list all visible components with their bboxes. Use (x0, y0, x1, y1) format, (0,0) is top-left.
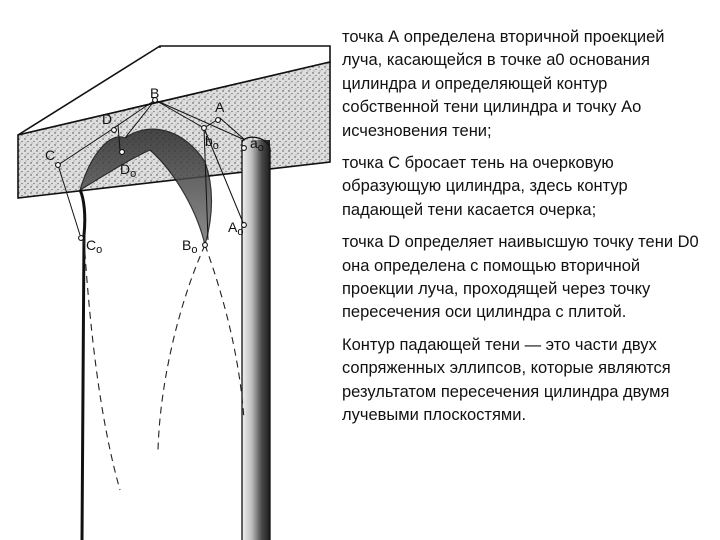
label-b: B (150, 85, 160, 101)
point-c0 (79, 236, 84, 241)
point-c (56, 163, 61, 168)
label-b0: $B_o$ (182, 237, 198, 256)
shadow-construction-figure (0, 0, 340, 540)
label-a: A (215, 99, 225, 115)
description-text (342, 26, 706, 437)
label-c0: $C_o$ (86, 237, 103, 256)
label-d0: $D_o$ (120, 161, 137, 180)
cylinder (242, 137, 270, 540)
point-b0-small (202, 126, 207, 131)
point-b0 (203, 243, 208, 248)
label-b0-small: $b_o$ (205, 133, 219, 152)
point-a0-small (242, 146, 247, 151)
point-a (216, 118, 221, 123)
paragraph-point-a: точка А определена вторичной проекцией луча, касающейся в точке а0 основания цилиндра и определяющей контур собственной тени цилиндра и точку Ао исчезновения тени; (342, 28, 665, 140)
point-d0 (120, 150, 125, 155)
paragraph-shadow-contour: Контур падающей тени — это части двух сопряженных эллипсов, которые являются результатом пересечения цилиндра двумя лучевыми плоскостями. (342, 335, 671, 425)
cylinder-body (242, 140, 270, 540)
label-a0-small: $a_o$ (250, 135, 264, 154)
label-c: C (45, 147, 56, 163)
hidden-ellipse-lines (84, 240, 244, 490)
paragraph-point-c: точка С бросает тень на очерковую образующую цилиндра, здесь контур падающей тени касается очерка; (342, 154, 628, 219)
point-d (112, 128, 117, 133)
paragraph-point-d: точка D определяет наивысшую точку тени D0 она определена с помощью вторичной проекции луча, проходящей через точку пересечения оси цилиндра с плитой. (342, 233, 699, 322)
label-a0: $A_o$ (228, 219, 244, 238)
label-d: D (102, 111, 113, 127)
